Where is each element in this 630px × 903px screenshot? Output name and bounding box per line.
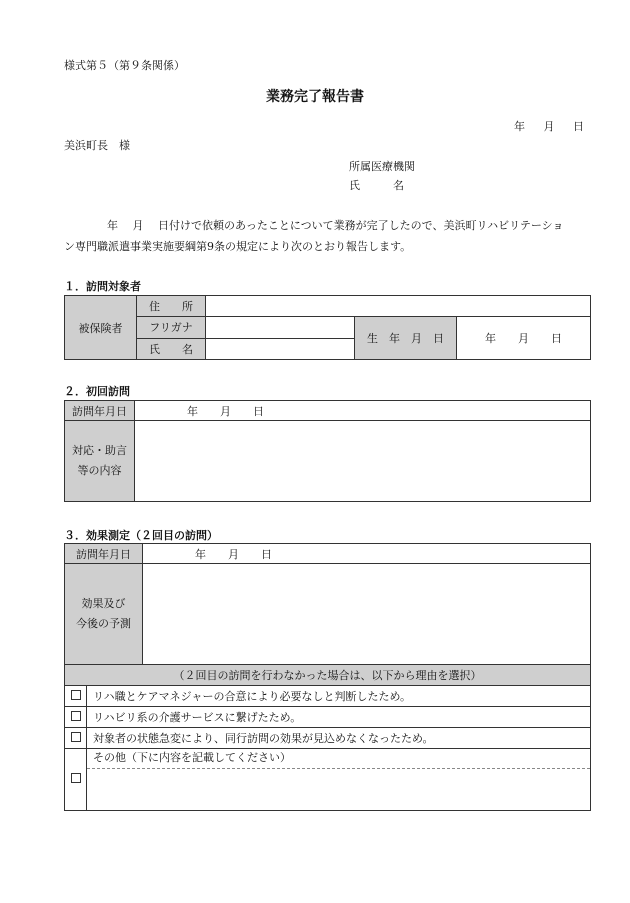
reason-checkbox-3[interactable] [65, 728, 87, 749]
effect-field[interactable] [143, 564, 591, 665]
effect-label-line2: 今後の予測 [76, 617, 131, 630]
checkbox-icon [71, 732, 81, 742]
effect-measurement-table [64, 543, 591, 811]
furigana-label: フリガナ [137, 317, 206, 338]
section3-heading: ３．効果測定（２回目の訪問） [64, 529, 218, 542]
reason-checkbox-2[interactable] [65, 707, 87, 728]
first-visit-content-field[interactable] [135, 421, 591, 502]
visit-subject-table [64, 295, 591, 360]
furigana-field[interactable] [206, 317, 355, 338]
reason-checkbox-other[interactable] [65, 749, 87, 811]
intro-text-line-1: 年 月 日付けで依頼のあったことについて業務が完了したので、美浜町リハビリテーショ [96, 219, 564, 232]
address-label: 住 所 [137, 296, 206, 317]
checkbox-icon [71, 690, 81, 700]
first-visit-date-label: 訪問年月日 [65, 401, 135, 421]
first-visit-content-label-line2: 等の内容 [77, 464, 122, 477]
addressee: 美浜町長 様 [64, 139, 130, 152]
page-title: 業務完了報告書 [266, 89, 364, 105]
other-reason-label: その他（下に内容を記載してください） [87, 749, 590, 769]
reporter-name-label: 氏 名 [349, 179, 404, 192]
second-visit-date-value[interactable]: 年 月 日 [143, 544, 591, 564]
checkbox-icon [71, 711, 81, 721]
form-number: 様式第５（第９条関係） [64, 59, 185, 72]
intro-text-line-2: ン専門職派遣事業実施要綱第9条の規定により次のとおり報告します。 [64, 240, 412, 253]
checkbox-icon [71, 773, 81, 783]
first-visit-content-label [65, 421, 135, 502]
section2-heading: ２．初回訪問 [64, 385, 130, 398]
submission-date: 年 月 日 [514, 120, 584, 133]
section1-heading: １．訪問対象者 [64, 280, 141, 293]
reason-label-2: リハビリ系の介護サービスに繋げたため。 [87, 707, 591, 728]
name-label: 氏 名 [137, 338, 206, 359]
reason-checkbox-1[interactable] [65, 686, 87, 707]
address-field[interactable] [206, 296, 591, 317]
organization-label: 所属医療機関 [349, 160, 415, 173]
insured-label: 被保険者 [65, 296, 137, 360]
first-visit-content-label-line1: 対応・助言 [72, 444, 127, 457]
first-visit-date-value[interactable]: 年 月 日 [135, 401, 591, 421]
reason-header: （２回目の訪問を行わなかった場合は、以下から理由を選択） [65, 665, 591, 686]
name-field[interactable] [206, 338, 355, 359]
dob-label: 生 年 月 日 [355, 317, 457, 360]
second-visit-date-label: 訪問年月日 [65, 544, 143, 564]
other-reason-cell [87, 749, 591, 811]
reason-label-3: 対象者の状態急変により、同行訪問の効果が見込めなくなったため。 [87, 728, 591, 749]
effect-label-line1: 効果及び [81, 597, 126, 610]
dob-value[interactable]: 年 月 日 [457, 317, 591, 360]
reason-label-1: リハ職とケアマネジャーの合意により必要なしと判断したため。 [87, 686, 591, 707]
other-reason-field[interactable] [87, 769, 590, 810]
effect-label [65, 564, 143, 665]
first-visit-table [64, 400, 591, 502]
